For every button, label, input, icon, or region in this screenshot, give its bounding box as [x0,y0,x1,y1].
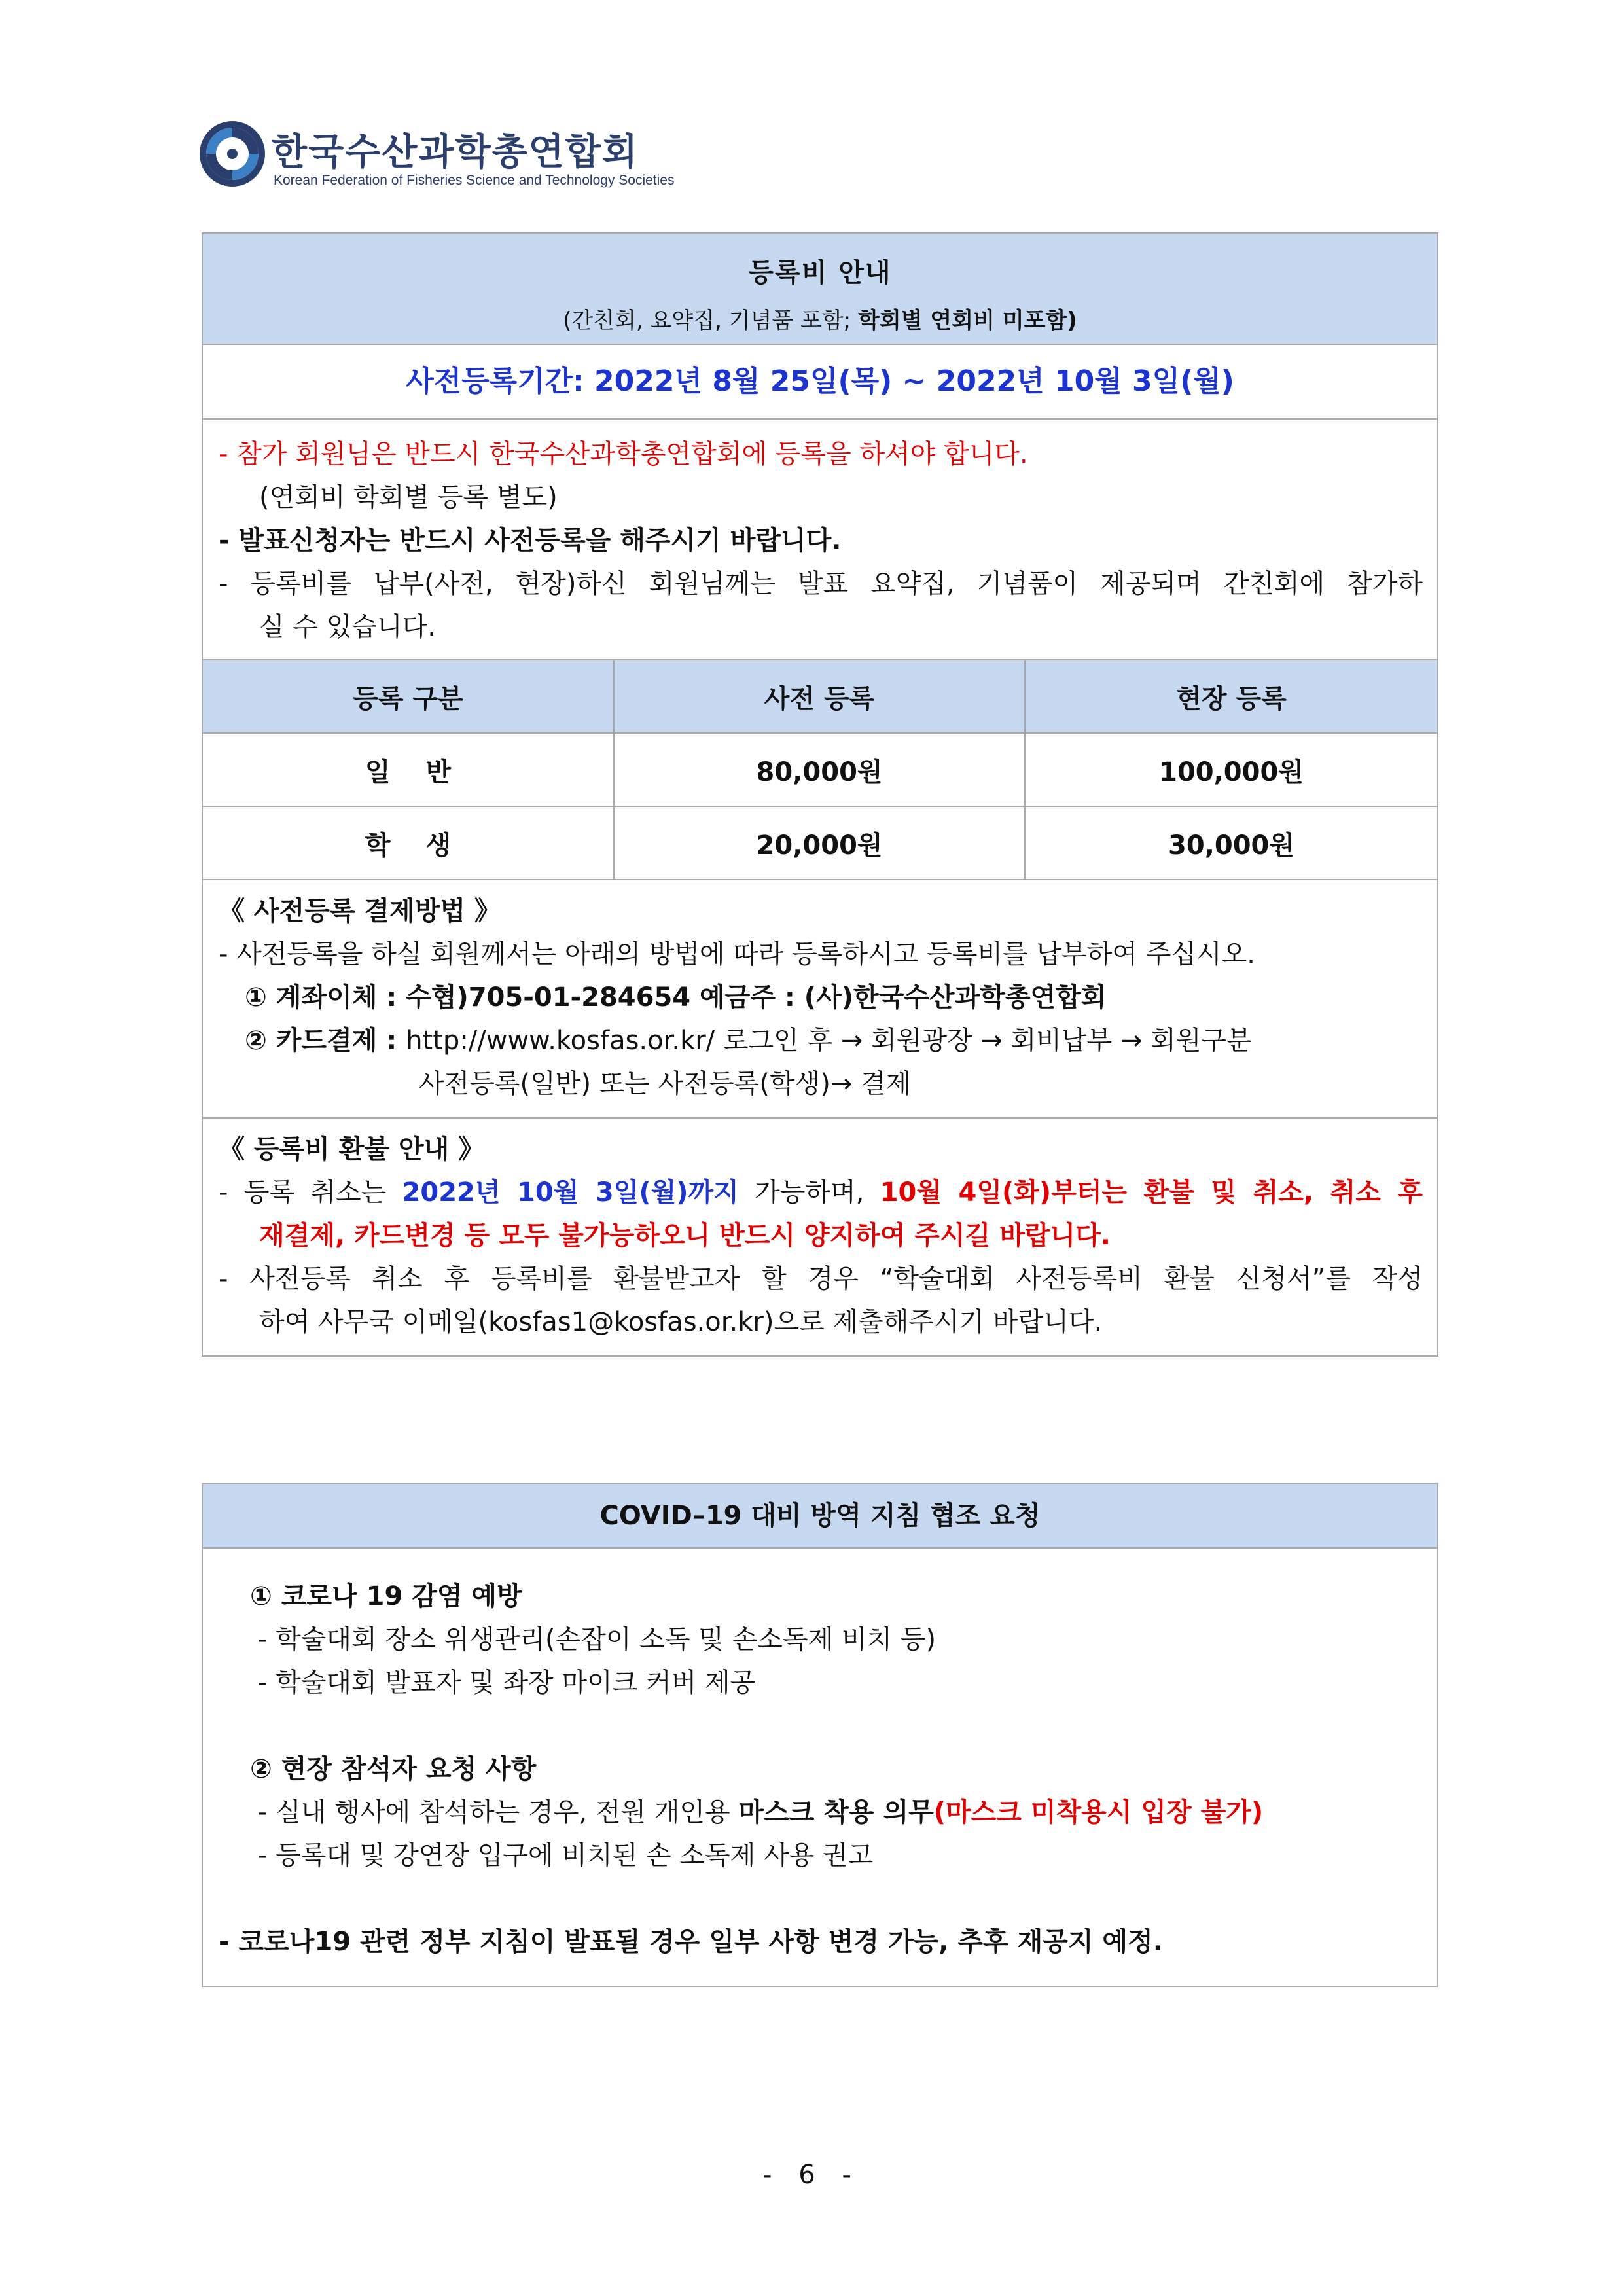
covid-header: COVID–19 대비 방역 지침 협조 요청 [203,1484,1437,1549]
registration-title: 등록비 안내 [748,258,892,288]
list-item [219,1791,1423,1834]
row-pre: 80,000원 [614,733,1025,806]
row-category [203,733,614,806]
payment-method-1: ① 계좌이체 : 수협)705-01-284654 예금주 : (사)한국수산과학총연합회 [245,982,1107,1013]
row-category [203,806,614,880]
row-onsite: 100,000원 [1025,733,1437,806]
covid-section-1-title: ① 코로나 19 감염 예방 [250,1581,522,1611]
method-2-text: http://www.kosfas.or.kr/ 로그인 후 → 회원광장 → 회비납부 → 회원구분 [406,1026,1252,1056]
registration-notes [203,420,1437,660]
payment-method-2-cont: 사전등록(일반) 또는 사전등록(학생)→ 결제 [419,1069,912,1099]
category-label: 일반 [365,757,487,787]
logo-subtitle: Korean Federation of Fisheries Science and Technology Societies [274,173,675,188]
row-pre: 20,000원 [614,806,1025,880]
mask-text-b: 마스크 착용 의무 [738,1797,934,1827]
subtitle-part-a: (간친회, 요약집, 기념품 포함; [563,308,859,334]
header-category: 등록 구분 [203,660,614,733]
page-number: - 6 - [762,2160,861,2190]
fee-table [203,660,1437,880]
refund-1-d: 10월 4일(화)부터는 환불 및 취소, 취소 후 [880,1177,1423,1208]
row-onsite: 30,000원 [1025,806,1437,880]
logo-title: 한국수산과학총연합회 [272,131,639,173]
mask-text-c: (마스크 미착용시 입장 불가) [933,1797,1264,1827]
list-item: - 학술대회 발표자 및 좌장 마이크 커버 제공 [258,1668,756,1698]
header-pre: 사전 등록 [614,660,1025,733]
refund-1-cont: 재결제, 카드변경 등 모두 불가능하오니 반드시 양지하여 주시길 바랍니다. [259,1221,1111,1251]
note-3: - 등록비를 납부(사전, 현장)하신 회원님께는 발표 요약집, 기념품이 제공되며 간친회에 참가하 [219,569,1423,599]
refund-2-cont: 하여 사무국 이메일(kosfas1@kosfas.or.kr)으로 제출해주시기 바랍니다. [259,1307,1103,1337]
refund-2: - 사전등록 취소 후 등록비를 환불받고자 할 경우 “학술대회 사전등록비 환불 신청서”를 작성 [219,1264,1423,1294]
note-1: - 참가 회원님은 반드시 한국수산과학총연합회에 등록을 하셔야 합니다. [219,439,1028,469]
refund-1-b: 2022년 10월 3일(월)까지 [402,1177,739,1208]
registration-period: 사전등록기간: 2022년 8월 25일(목) ~ 2022년 10월 3일(월) [203,345,1437,420]
registration-header [203,234,1437,345]
list-item: - 등록대 및 강연장 입구에 비치된 손 소독제 사용 권고 [258,1840,874,1871]
refund-1 [219,1171,1423,1214]
payment-method-2 [219,1019,1423,1062]
registration-box [202,232,1438,1357]
note-2: - 발표신청자는 반드시 사전등록을 해주시기 바랍니다. [219,526,842,556]
payment-intro: - 사전등록을 하실 회원께서는 아래의 방법에 따라 등록하시고 등록비를 납부하여 주십시오. [219,939,1255,969]
subtitle-part-b: 학회별 연회비 미포함) [858,308,1077,334]
refund-heading: 《 등록비 환불 안내 》 [219,1134,485,1164]
covid-footer-note: - 코로나19 관련 정부 지침이 발표될 경우 일부 사항 변경 가능, 추후 재공지 예정. [219,1927,1163,1957]
covid-body [203,1549,1437,1986]
note-3-cont: 실 수 있습니다. [259,612,436,642]
note-1-sub: (연회비 학회별 등록 별도) [259,482,558,512]
payment-section [203,880,1437,1119]
registration-subtitle [203,302,1437,334]
payment-heading: 《 사전등록 결제방법 》 [219,896,501,926]
table-row [203,733,1437,806]
category-label: 학생 [365,830,487,861]
list-item: - 학술대회 장소 위생관리(손잡이 소독 및 손소독제 비치 등) [258,1624,936,1655]
refund-1-c: 가능하며, [738,1177,880,1208]
refund-1-a: - 등록 취소는 [219,1177,402,1208]
federation-logo-icon [196,118,268,190]
covid-box [202,1483,1438,1987]
header-onsite: 현장 등록 [1025,660,1437,733]
refund-section [203,1119,1437,1355]
covid-section-2-title: ② 현장 참석자 요청 사항 [250,1754,537,1784]
logo [196,118,675,196]
method-2-label: ② 카드결제 : [245,1026,406,1056]
fee-table-header [203,660,1437,733]
table-row [203,806,1437,880]
mask-text-a: - 실내 행사에 참석하는 경우, 전원 개인용 [258,1797,739,1827]
